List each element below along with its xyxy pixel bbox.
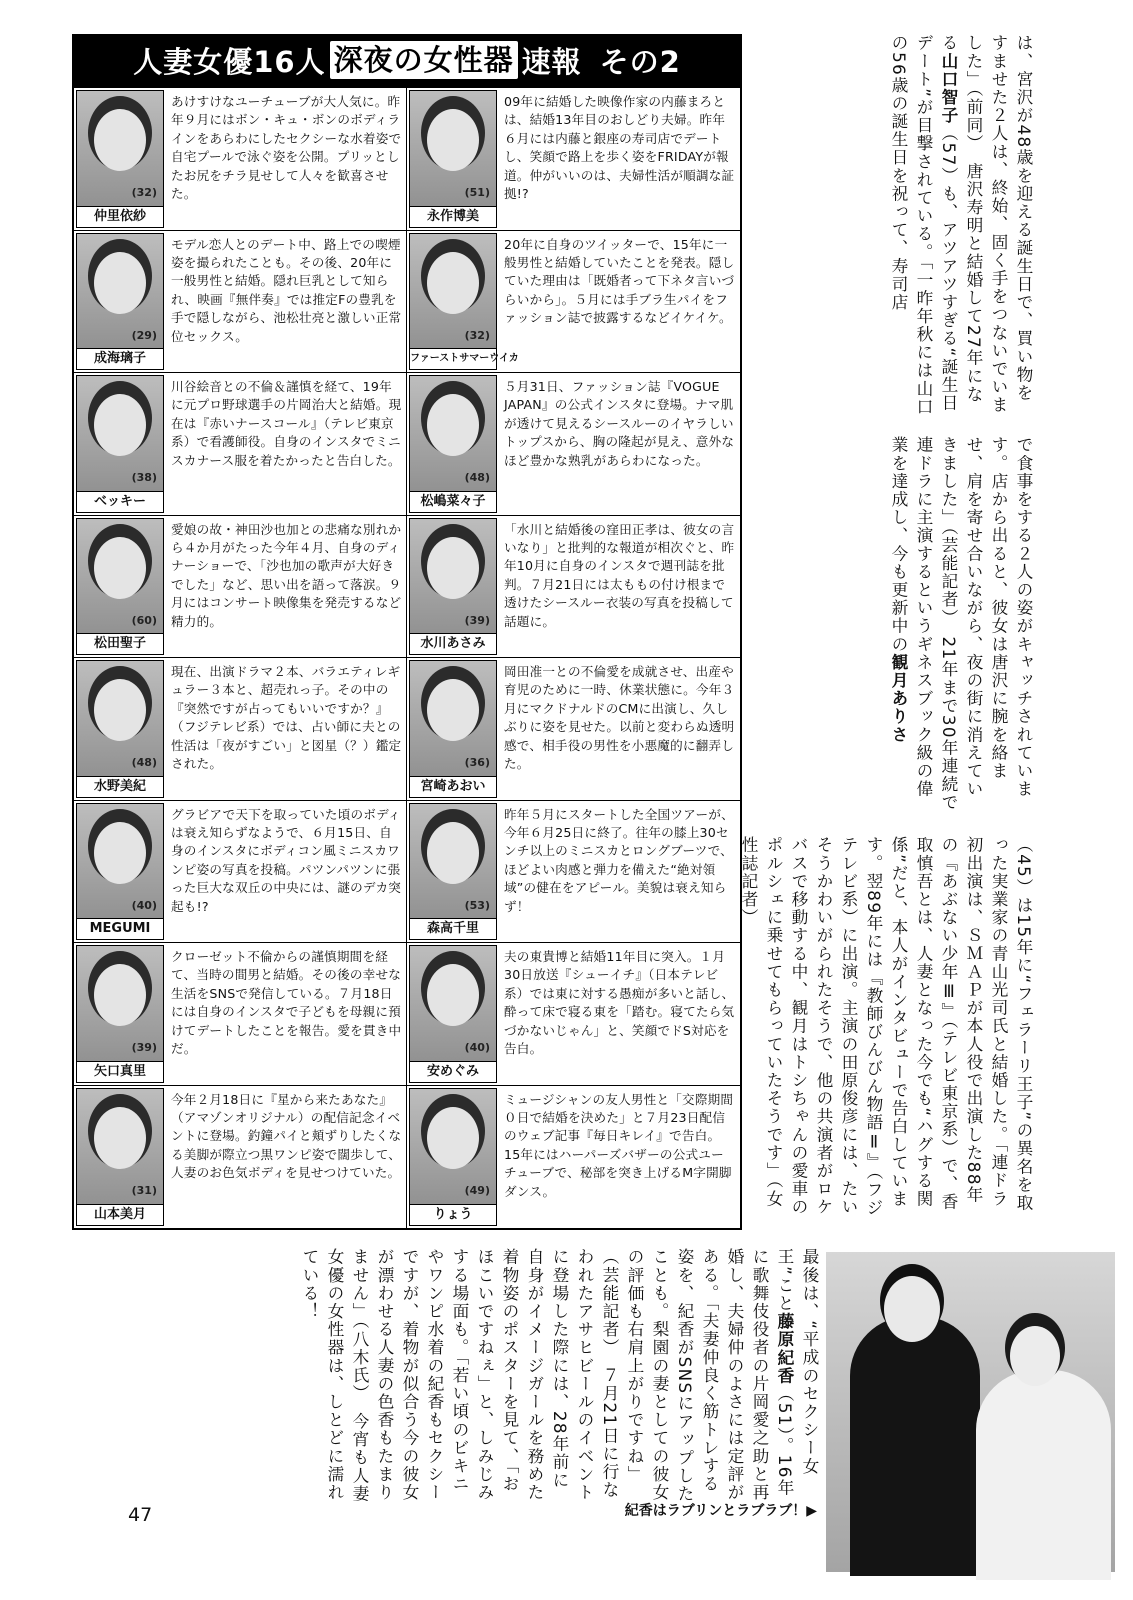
profile-card xyxy=(407,516,740,659)
profile-card xyxy=(407,231,740,374)
profile-name: 山本美月 xyxy=(77,1204,163,1225)
face-illustration xyxy=(427,679,479,741)
profile-age: (60) xyxy=(131,613,157,627)
profile-age: (39) xyxy=(464,613,490,627)
face-illustration xyxy=(427,109,479,171)
profile-name: 永作博美 xyxy=(410,206,496,227)
profile-age: (32) xyxy=(131,186,157,199)
profile-name: 松田聖子 xyxy=(77,633,163,654)
profile-text: 09年に結婚した映像作家の内藤まろとは、結婚13年目のおしどり夫婦。昨年６月には内藤と銀座の寿司店でデートし、笑顔で路上を歩く姿をFRIDAYが報道。仲がいいのは、夫婦性活が順調な証拠!? xyxy=(504,94,735,202)
profile-photo xyxy=(76,945,164,1083)
profile-name: ベッキー xyxy=(77,491,163,512)
profile-name: りょう xyxy=(410,1204,496,1225)
article-text: （51）。16年に歌舞伎役者の片岡愛之助と再婚し、夫婦仲のよさには定評がある。「夫妻仲良く筋トレする姿を、紀香がSNSにアップしたことも。梨園の妻としての彼女の評価も右肩上がりですね」（芸能記者） ７月21日に行なわれたアサヒビールのイベントに登場した際には、28年前に自身がイメージガールを務めた着物姿のポスターを見て、「おほこいですねぇ」と、しみじみする場面も。「若い頃のビキニやワンピ水着の紀香もセクシーですが、着物が似合う今の彼女が漂わせる人妻の色香もたまりません」（八木氏） 今宵も人妻女優の女性器は、しとどに濡れている！ xyxy=(300,1248,795,1504)
profile-card xyxy=(407,658,740,801)
face-illustration xyxy=(427,822,479,884)
profile-photo xyxy=(409,233,519,371)
profile-photo xyxy=(409,90,497,228)
profile-photo xyxy=(409,1088,497,1227)
profile-photo xyxy=(76,90,164,228)
profile-text: 現在、出演ドラマ２本、バラエティレギュラー３本と、超売れっ子。その中の『突然ですが占ってもいいですか？』（フジテレビ系）では、占い師に夫との性活は「夜がすごい」と図星（？）鑑定された。 xyxy=(171,664,402,772)
face-illustration xyxy=(427,252,479,314)
title-part1: 人妻女優16人 xyxy=(133,44,326,79)
profile-age: (48) xyxy=(464,471,490,484)
face-illustration xyxy=(94,964,146,1026)
profile-age: (31) xyxy=(131,1183,157,1197)
article-column-1 xyxy=(746,34,1036,416)
profile-photo xyxy=(76,1088,164,1227)
person-name: 藤原紀香 xyxy=(775,1312,795,1385)
title-highlight: 深夜の女性器 xyxy=(330,41,518,79)
profile-photo xyxy=(76,518,164,656)
profile-text: 川谷絵音との不倫＆謹慎を経て、19年に元プロ野球選手の片岡治大と結婚。現在は『赤いナースコール』（テレビ東京系）で看護師役。自身のインスタでミニスカナース服を着たかったと告白した。 xyxy=(171,379,402,468)
profile-age: (32) xyxy=(464,328,490,342)
profile-text: あけすけなユーチューブが大人気に。昨年９月にはボン・キュ・ボンのボディラインをあらわにしたセクシーな水着姿で自宅プールで泳ぐ姿を公開。プリッとしたお尻をチラ見せして人々を歓喜させた。 xyxy=(171,94,402,202)
title-part3: その2 xyxy=(599,44,681,79)
profile-photo xyxy=(76,375,164,513)
profile-age: (29) xyxy=(131,328,157,342)
face-illustration xyxy=(94,252,146,314)
woman-in-kimono-figure xyxy=(976,1370,1111,1580)
profile-text: 今年２月18日に『星から来たあなた』（アマゾンオリジナル）の配信記念イベントに登場。釣鐘パイと頬ずりしたくなる美脚が際立つ黒ワンピ姿で闊歩して、人妻のお色気ボディを見せつけていた。 xyxy=(171,1091,402,1181)
profile-age: (40) xyxy=(131,898,157,912)
profile-card xyxy=(74,658,407,801)
article-column-3 xyxy=(739,836,1036,1221)
profile-card xyxy=(407,943,740,1086)
person-name: 観月ありさ xyxy=(889,653,909,744)
profile-text: モデル恋人とのデート中、路上での喫煙姿を撮られたことも。その後、20年に一般男性と結婚。隠れ巨乳として知られ、映画『無伴奏』では推定Fの豊乳を手で隠しながら、池松壮亮と激しい正常位セックス。 xyxy=(171,236,402,344)
profile-age: (53) xyxy=(464,898,490,912)
profile-text: ５月31日、ファッション誌『VOGUE JAPAN』の公式インスタに登場。ナマ肌が透けて見えるシースルーのイヤラしいトップスから、胸の隆起が見え、意外なほど豊かな熟乳があらわになった。 xyxy=(504,379,735,468)
photo-caption: 紀香はラブリンとラブラブ！▶ xyxy=(624,1503,817,1519)
profile-photo xyxy=(409,945,497,1083)
face-illustration xyxy=(94,822,146,884)
face-illustration xyxy=(94,394,146,456)
profile-card xyxy=(74,943,407,1086)
face-illustration xyxy=(94,1107,146,1169)
profile-text: グラビアで天下を取っていた頃のボディは衰え知らずなようで、６月15日、自身のインスタにボディコン風ミニスカワンピ姿の写真を投稿。パツンパツンに張った巨大な双丘の中央には、謎のデカ突起も!? xyxy=(171,806,402,914)
profile-card xyxy=(74,373,407,516)
man-head-figure xyxy=(884,1276,940,1342)
profile-name: 水野美紀 xyxy=(77,776,163,797)
profile-photo xyxy=(76,803,164,941)
face-illustration xyxy=(94,537,146,599)
face-illustration xyxy=(94,679,146,741)
profile-text: ミュージシャンの友人男性と「交際期間０日で結婚を決めた」と７月23日配信のウェブ記事『毎日キレイ』で告白。15年にはハーパーズバザーの公式ユーチューブで、秘部を突き上げるM字開脚ダンス。 xyxy=(504,1091,734,1199)
profile-name: MEGUMI xyxy=(77,918,163,939)
article-text: 最後は、“平成のセクシー女王”こと xyxy=(775,1248,820,1476)
profile-text: 「水川と結婚後の窪田正孝は、彼女の言いなり」と批判的な報道が相次ぐと、昨年10月に自身のインスタで週刊誌を批判。７月21日には太ももの付け根まで透けたシースルー衣装の写真を投稿して話題に。 xyxy=(504,521,735,629)
article-text: （45）は15年に“フェラーリ王子”の異名を取った実業家の青山光司氏と結婚した。「連ドラ初出演は、ＳＭＡＰが本人役で出演した88年の『あぶない少年Ⅲ』（テレビ東京系）で、香取慎吾とは、人妻となった今でも“ハグする関係”だと、本人がインタビューで告白しています。翌89年には『教師びんびん物語Ⅱ』（フジテレビ系）に出演。主演の田原俊彦には、たいそうかわいがられたそうで、他の共演者がロケバスで移動する中、観月はトシちゃんの愛車のポルシェに乗せてもらっていたそうです」（女性誌記者） xyxy=(739,836,1034,1217)
profile-photo xyxy=(409,660,497,798)
profile-age: (49) xyxy=(464,1183,490,1197)
article-text: は、宮沢が48歳を迎える誕生日で、買い物をすませた２人は、終始、固く手をつないでいました」（前同） 唐沢寿明と結婚して27年になる xyxy=(939,34,1034,415)
profile-card xyxy=(407,373,740,516)
profile-text: 20年に自身のツイッターで、15年に一般男性と結婚していたことを発表。隠していた理由は「既婚者って下ネタ言いづらいから」。５月には手ブラ生パイをファッション誌で披露するなどイケイケ。 xyxy=(504,236,735,326)
profile-age: (39) xyxy=(131,1041,157,1054)
profile-grid xyxy=(72,86,742,1230)
title-part2: 速報 xyxy=(521,44,582,79)
profile-text: 夫の東貴博と結婚11年目に突入。１月30日放送『シューイチ』（日本テレビ系）では東に対する愚痴が多いと話し、酔って床で寝る東を「踏む。寝てたら気づかないじゃん」と、笑顔でドS対応を告白。 xyxy=(504,949,735,1057)
article-text: （57）も、アツアツすぎる“誕生日デート”が目撃されている。「一昨年秋には山口の56歳の誕生日を祝って、寿司店 xyxy=(889,34,959,416)
profile-photo xyxy=(76,660,164,798)
profile-photo xyxy=(409,518,497,656)
article-title xyxy=(72,34,742,86)
profile-text: 愛娘の故・神田沙也加との悲痛な別れから４か月がたった今年４月、自身のディナーショーで、「沙也加の歌声が大好きでした」など、思い出を語って落涙。９月にはコンサート映像集を発売するなど精力的。 xyxy=(171,521,402,629)
profile-photo xyxy=(76,233,164,371)
profile-age: (38) xyxy=(131,471,157,484)
article-column-2 xyxy=(742,436,1036,816)
profile-age: (48) xyxy=(131,756,157,769)
face-illustration xyxy=(427,964,479,1026)
woman-head-figure xyxy=(1010,1326,1060,1386)
profile-name: 矢口真里 xyxy=(77,1061,163,1082)
article-column-4 xyxy=(122,1248,822,1504)
profile-age: (51) xyxy=(464,186,490,199)
profile-card xyxy=(407,88,740,231)
profile-card xyxy=(74,88,407,231)
couple-photo xyxy=(826,1252,1115,1572)
profile-name: 安めぐみ xyxy=(410,1061,496,1082)
article-text: で食事をする２人の姿がキャッチされています。店から出ると、彼女は唐沢に腕を絡ませ、肩を寄せ合いながら、夜の街に消えていきました」（芸能記者） 21年まで30年連続で連ドラに主演するというギネスブック級の偉業を達成し、今も更新中の xyxy=(889,436,1034,812)
profile-text: 岡田准一との不倫愛を成就させ、出産や育児のために一時、休業状態に。今年３月にマクドナルドのCMに出演し、久しぶりに姿を見せた。以前と変わらぬ透明感で、相手役の男性を小悪魔的に翻弄した。 xyxy=(504,664,735,772)
profile-card xyxy=(74,801,407,944)
profile-card xyxy=(74,516,407,659)
profile-photo xyxy=(409,375,497,513)
profile-card xyxy=(407,1086,740,1229)
face-illustration xyxy=(94,109,146,171)
page-number: 47 xyxy=(128,1504,153,1526)
profile-name: 仲里依紗 xyxy=(77,206,163,227)
profile-photo xyxy=(409,803,497,941)
profile-name: ファーストサマーウイカ xyxy=(410,348,496,369)
profile-card xyxy=(74,1086,407,1229)
profile-text: 昨年５月にスタートした全国ツアーが、今年６月25日に終了。往年の膝上30センチ以上のミニスカとロングブーツで、ほどよい肉感と弾力を備えた“絶対領域”の健在をアピール。美貌は衰え知らず！ xyxy=(504,806,734,914)
profile-name: 成海璃子 xyxy=(77,348,163,369)
profile-name: 松嶋菜々子 xyxy=(410,491,496,512)
face-illustration xyxy=(427,537,479,599)
face-illustration xyxy=(427,394,479,456)
face-illustration xyxy=(427,1107,479,1169)
profile-text: クローゼット不倫からの謹慎期間を経て、当時の間男と結婚。その後の幸せな生活をSNSで発信している。７月18日には自身のインスタで子どもを母親に預けてデートしたことを報告。愛を貫き中だ。 xyxy=(171,949,402,1057)
profile-card xyxy=(407,801,740,944)
profile-age: (36) xyxy=(464,756,490,769)
profile-age: (40) xyxy=(464,1041,490,1054)
profile-name: 水川あさみ xyxy=(410,633,496,654)
profile-name: 宮崎あおい xyxy=(410,776,496,797)
profile-name: 森高千里 xyxy=(410,918,496,939)
person-name: 山口智子 xyxy=(939,52,959,125)
profile-card xyxy=(74,231,407,374)
man-in-kimono-figure xyxy=(850,1316,980,1576)
